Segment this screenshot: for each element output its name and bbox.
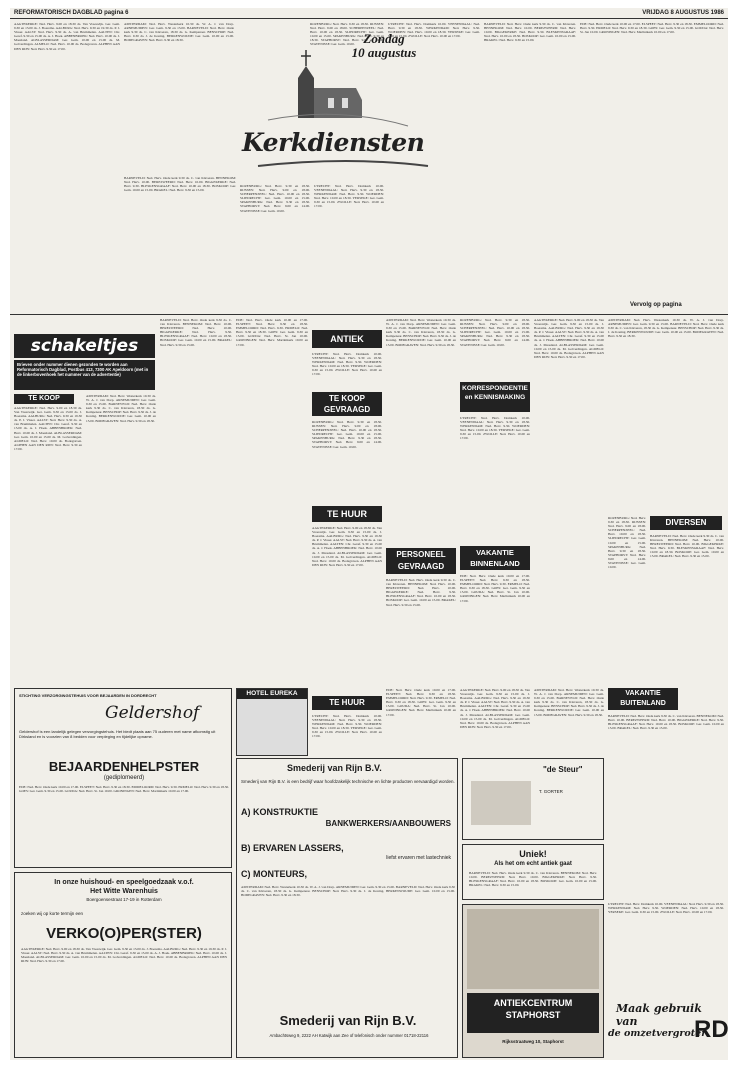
page-header (10, 8, 728, 19)
divider (10, 314, 728, 315)
service-date: Zondag 10 augustus (351, 31, 417, 60)
vakantie-binnenland-text: EDE: Ned. Herv. Oude kerk 10.00 en 17.00. ELSPEET: Ned. Herv. 9.30 en 18.30. EMMELOORD: Ned. Herv. 9.30. ERMELO: Ned. Herv. 9.30 en 18.30. GOES: Ger. Gem. 9.30 en 15.00. GOUDA: Ned. Herv. St. Jan 10.00. GRONINGEN: Ned. Herv. Martinikerk 10.00 en 17.00. (460, 574, 530, 603)
column-right-3: UTRECHT: Ned. Herv. Domkerk 10.00. VEENENDAAL: Ned. Herv. 9.30 en 18.30. WERKENDAM: Ned. Herv. 9.30. WOERDEN: Ned. Herv. 10.00 en 18.30. YERSEKE: Ger. Gem. 9.30 en 15.00. ZWOLLE: Ned. Herv. 10.00 en 17.00. (608, 902, 724, 915)
smederij-address: Ambachtsweg 9, 2222 AH Katwijk aan Zee of telefonisch onder nummer 01718-22116 (269, 1033, 429, 1038)
kerkdiensten-title: Kerkdiensten (242, 128, 425, 157)
uniek-ad (462, 844, 604, 900)
column-mid-4: EDE: Ned. Herv. Oude kerk 10.00 en 17.00. ELSPEET: Ned. Herv. 9.30 en 18.30. EMMELOORD: Ned. Herv. 9.30. ERMELO: Ned. Herv. 9.30 en 18.30. GOES: Ger. Gem. 9.30 en 15.00. GOUDA: Ned. Herv. St. Jan 10.00. GRONINGEN: Ned. Herv. Martinikerk 10.00 en 17.00. (386, 688, 456, 717)
smederij-title: Smederij van Rijn B.V. (287, 763, 382, 773)
column-mid-1: AMSTERDAM: Ned. Herv. Westerkerk 10.30 ds. W. A. J. van Dorp. ARNEMUIDEN: Ger. Gem. 9.30 en 15.00. BARNEVELD: Ned. Herv. Oude kerk 9.30 ds. C. van Klaveren, 18.30 ds. G. Kempenaar. BENSCHOP: Ned. Herv. 9.30 ds. J. de Koning. BERKENWOUDE: Ger. Gem. 10.00 en 15.00. BODEGRAVEN: Ned. Herv. 9.30 en 18.30. (386, 318, 456, 347)
stichting-line: STICHTING VERZORGINGSTEHUIS VOOR BEJAARDEN IN DORDRECHT (19, 693, 157, 698)
smederij-ad (236, 758, 458, 1058)
te-huur-text: AAGTEKERKE: Ned. Herv. 9.00 en 18.30 ds. Van Vreeswijk. Ger. Gem. 9.30 en 15.00 ds. J. Boerema. AALBURG: Ned. Herv. 9.30 en 19.30 ds. P. J. Visser. AALST: Ned. Herv. 9.30 ds. A. van Brummelen. AALTEN: Chr. Geref. 9.30 en 15.00 ds. A. J. Hoek. ABBENBROEK: Ned. Herv. 10.00 ds. J. Maasland. ALBLASSERDAM: Ger. Gem. 10.00 en 15.00 ds. M. Golverdingen. ALMELO: Ned. Herv. 10.00 ds. Bodegraven. ALPHEN AAN DEN RIJN: Ned. Herv. 9.30 en 17.00. (312, 526, 382, 567)
bejaardenhelpster-sub: (gediplomeerd) (103, 775, 145, 781)
antiekcentrum-line2: STAPHORST (505, 1010, 561, 1020)
te-koop-column-4: EDE: Ned. Herv. Oude kerk 10.00 en 17.00. ELSPEET: Ned. Herv. 9.30 en 18.30. EMMELOORD: Ned. Herv. 9.30. ERMELO: Ned. Herv. 9.30 en 18.30. GOES: Ger. Gem. 9.30 en 15.00. GOUDA: Ned. Herv. St. Jan 10.00. GRONINGEN: Ned. Herv. Martinikerk 10.00 en 17.00. (236, 318, 308, 347)
speelgoed-line1: In onze huishoud- en speelgoedzaak v.o.f. (54, 879, 194, 886)
header-left: REFORMATORISCH DAGBLAD pagina 6 (14, 10, 129, 16)
smederij-b-sub: liefst ervaren met lastechniek (386, 855, 451, 861)
uniek-text: BARNEVELD: Ned. Herv. Oude kerk 9.30 ds. C. van Klaveren. BENNEKOM: Ned. Herv. 10.00. BEREZWEERD: Ned. Herv. 10.00. BIGGEKERKE: Ned. Herv. 9.30. BLESKENSGRAAF: Ned. Herv. 10.00 en 18.30. BOSKOOP: Ger. Gem. 10.00 en 15.00. BRAKEL: Ned. Herv. 9.30 en 15.00. (469, 871, 597, 888)
uniek-sub: Als het om echt antiek gaat (494, 861, 572, 867)
te-huur-heading-2: TE HUUR (312, 696, 382, 710)
speelgoed-ad (14, 872, 232, 1058)
column-right-1: AMSTERDAM: Ned. Herv. Westerkerk 10.30 ds. W. A. J. van Dorp. ARNEMUIDEN: Ger. Gem. 9.30 en 15.00. BARNEVELD: Ned. Herv. Oude kerk 9.30 ds. C. van Klaveren, 18.30 ds. G. Kempenaar. BENSCHOP: Ned. Herv. 9.30 ds. J. de Koning. BERKENWOUDE: Ger. Gem. 10.00 en 15.00. BODEGRAVEN: Ned. Herv. 9.30 en 18.30. (608, 318, 724, 339)
newspaper-page (10, 8, 728, 1060)
antiekcentrum-address: Rijksstraatweg 10, Staphorst (502, 1039, 564, 1044)
header-right: VRIJDAG 8 AUGUSTUS 1986 (642, 10, 724, 16)
te-koop-heading: TE KOOP (14, 394, 74, 404)
church-column-7: UTRECHT: Ned. Herv. Domkerk 10.00. VEENENDAAL: Ned. Herv. 9.30 en 18.30. WERKENDAM: Ned. Herv. 9.30. WOERDEN: Ned. Herv. 10.00 en 18.30. YERSEKE: Ger. Gem. 9.30 en 15.00. ZWOLLE: Ned. Herv. 10.00 en 17.00. (388, 22, 480, 39)
rd-promo-line1: Maak gebruik van (616, 1002, 702, 1028)
smederij-a-sub: BANKWERKERS/AANBOUWERS (325, 819, 451, 828)
church-column-9: EDE: Ned. Herv. Oude kerk 10.00 en 17.00. ELSPEET: Ned. Herv. 9.30 en 18.30. EMMELOORD: Ned. Herv. 9.30. ERMELO: Ned. Herv. 9.30 en 18.30. GOES: Ger. Gem. 9.30 en 15.00. GOUDA: Ned. Herv. St. Jan 10.00. GRONINGEN: Ned. Herv. Martinikerk 10.00 en 17.00. (580, 22, 724, 35)
antiekcentrum-line1: ANTIEKCENTRUM (493, 998, 573, 1008)
column-mid-3: AAGTEKERKE: Ned. Herv. 9.00 en 18.30 ds. Van Vreeswijk. Ger. Gem. 9.30 en 15.00 ds. J. Boerema. AALBURG: Ned. Herv. 9.30 en 19.30 ds. P. J. Visser. AALST: Ned. Herv. 9.30 ds. A. van Brummelen. AALTEN: Chr. Geref. 9.30 en 15.00 ds. A. J. Hoek. ABBENBROEK: Ned. Herv. 10.00 ds. J. Maasland. ALBLASSERDAM: Ger. Gem. 10.00 en 15.00 ds. M. Golverdingen. ALMELO: Ned. Herv. 10.00 ds. Bodegraven. ALPHEN AAN DEN RIJN: Ned. Herv. 9.30 en 17.00. (534, 318, 604, 359)
church-column-4: ROZENBURG: Ned. Herv. 9.30 en 18.30. RIJSSEN: Ned. Herv. 9.00 en 18.00. SCHERPENZEEL: Ned. Herv. 10.00 en 18.30. SLIEDRECHT: Ger. Gem. 10.00 en 15.00. SPAKENBURG: Ned. Herv. 9.30 en 18.30. STAPHORST: Ned. Herv. 9.00 en 14.00. STAVENISSE: Ger. Gem. 10.00. (240, 184, 310, 213)
church-column-5: UTRECHT: Ned. Herv. Domkerk 10.00. VEENENDAAL: Ned. Herv. 9.30 en 18.30. WERKENDAM: Ned. Herv. 9.30. WOERDEN: Ned. Herv. 10.00 en 18.30. YERSEKE: Ger. Gem. 9.30 en 15.00. ZWOLLE: Ned. Herv. 10.00 en 17.00. (314, 184, 384, 209)
vakantie-buitenland-heading: VAKANTIE BUITENLAND (608, 688, 678, 710)
te-koop-gevraagd-text: ROZENBURG: Ned. Herv. 9.30 en 18.30. RIJSSEN: Ned. Herv. 9.00 en 18.00. SCHERPENZEEL: Ned. Herv. 10.00 en 18.30. SLIEDRECHT: Ger. Gem. 10.00 en 15.00. SPAKENBURG: Ned. Herv. 9.30 en 18.30. STAPHORST: Ned. Herv. 9.00 en 14.00. STAVENISSE: Ger. Gem. 10.00. (312, 420, 382, 449)
speelgoed-line2: Het Witte Warenhuis (90, 888, 158, 895)
steur-photo (471, 781, 531, 825)
speelgoed-line3: Boergoensestraat 17-19 in Rotterdam (86, 897, 162, 902)
antiekcentrum-name (467, 993, 599, 1033)
rd-promo-logo: RD (694, 1016, 729, 1043)
column-mid-5: AAGTEKERKE: Ned. Herv. 9.00 en 18.30 ds. Van Vreeswijk. Ger. Gem. 9.30 en 15.00 ds. J. Boerema. AALBURG: Ned. Herv. 9.30 en 19.30 ds. P. J. Visser. AALST: Ned. Herv. 9.30 ds. A. van Brummelen. AALTEN: Chr. Geref. 9.30 en 15.00 ds. A. J. Hoek. ABBENBROEK: Ned. Herv. 10.00 ds. J. Maasland. ALBLASSERDAM: Ger. Gem. 10.00 en 15.00 ds. M. Golverdingen. ALMELO: Ned. Herv. 10.00 ds. Bodegraven. ALPHEN AAN DEN RIJN: Ned. Herv. 9.30 en 17.00. (460, 688, 530, 729)
column-mid-2: ROZENBURG: Ned. Herv. 9.30 en 18.30. RIJSSEN: Ned. Herv. 9.00 en 18.00. SCHERPENZEEL: Ned. Herv. 10.00 en 18.30. SLIEDRECHT: Ger. Gem. 10.00 en 15.00. SPAKENBURG: Ned. Herv. 9.30 en 18.30. STAPHORST: Ned. Herv. 9.00 en 14.00. STAVENISSE: Ger. Gem. 10.00. (460, 318, 530, 347)
de-steur-ad (462, 758, 604, 840)
personeel-text: BARNEVELD: Ned. Herv. Oude kerk 9.30 ds. C. van Klaveren. BENNEKOM: Ned. Herv. 10.00. BEREZWEERD: Ned. Herv. 10.00. BIGGEKERKE: Ned. Herv. 9.30. BLESKENSGRAAF: Ned. Herv. 10.00 en 18.30. BOSKOOP: Ger. Gem. 10.00 en 15.00. BRAKEL: Ned. Herv. 9.30 en 15.00. (386, 578, 456, 607)
schakeltjes-title: schakeltjes (14, 334, 155, 358)
steur-person: T. GORTER (539, 789, 563, 794)
antiekcentrum-photo (467, 909, 599, 989)
speelgoed-big: VERKO(O)PER(STER) (46, 925, 202, 942)
smederij-b-label: B) ERVAREN LASSERS, (241, 843, 344, 853)
rd-promo-line2: de omzetvergroter (608, 1028, 707, 1039)
church-column-3: BARNEVELD: Ned. Herv. Oude kerk 9.30 ds. C. van Klaveren. BENNEKOM: Ned. Herv. 10.00. BEREZWEERD: Ned. Herv. 10.00. BIGGEKERKE: Ned. Herv. 9.30. BLESKENSGRAAF: Ned. Herv. 10.00 en 18.30. BOSKOOP: Ger. Gem. 10.00 en 15.00. BRAKEL: Ned. Herv. 9.30 en 15.00. (124, 176, 236, 193)
smederij-intro: Smederij van Rijn B.V. is een bedrijf waar hoofdzakelijk technische en lichte producten vervaardigd worden. (241, 779, 455, 784)
column-mid-6: AMSTERDAM: Ned. Herv. Westerkerk 10.30 ds. W. A. J. van Dorp. ARNEMUIDEN: Ger. Gem. 9.30 en 15.00. BARNEVELD: Ned. Herv. Oude kerk 9.30 ds. C. van Klaveren, 18.30 ds. G. Kempenaar. BENSCHOP: Ned. Herv. 9.30 ds. J. de Koning. BERKENWOUDE: Ger. Gem. 10.00 en 15.00. BODEGRAVEN: Ned. Herv. 9.30 en 18.30. (534, 688, 604, 717)
geldershof-body: Geldershof is een landelijk gelegen verzorgingstehuis. Het biedt plaats aan 75 ouderen met name afkomstig uit Dirksland en is voorzien van 8 bedden voor verpleging en tijdelijke opname. (19, 729, 216, 739)
bejaardenhelpster-head: BEJAARDENHELPSTER (48, 759, 200, 774)
smederij-footer: Smederij van Rijn B.V. (279, 1013, 417, 1028)
speelgoed-zoeken: zoeken wij op korte termijn een (21, 911, 84, 916)
church-column-6: ROZENBURG: Ned. Herv. 9.30 en 18.30. RIJSSEN: Ned. Herv. 9.00 en 18.00. SCHERPENZEEL: Ned. Herv. 10.00 en 18.30. SLIEDRECHT: Ger. Gem. 10.00 en 15.00. SPAKENBURG: Ned. Herv. 9.30 en 18.30. STAPHORST: Ned. Herv. 9.00 en 14.00. STAVENISSE: Ger. Gem. 10.00. (310, 22, 384, 47)
rd-promo (608, 998, 729, 1056)
geldershof-ad (14, 688, 232, 868)
te-koop-column-2: AMSTERDAM: Ned. Herv. Westerkerk 10.30 ds. W. A. J. van Dorp. ARNEMUIDEN: Ger. Gem. 9.30 en 15.00. BARNEVELD: Ned. Herv. Oude kerk 9.30 ds. C. van Klaveren, 18.30 ds. G. Kempenaar. BENSCHOP: Ned. Herv. 9.30 ds. J. de Koning. BERKENWOUDE: Ger. Gem. 10.00 en 15.00. BODEGRAVEN: Ned. Herv. 9.30 en 18.30. (86, 394, 156, 423)
te-huur-heading: TE HUUR (312, 506, 382, 522)
smederij-details: AMSTERDAM: Ned. Herv. Westerkerk 10.30 ds. W. A. J. van Dorp. ARNEMUIDEN: Ger. Gem. 9.30 en 15.00. BARNEVELD: Ned. Herv. Oude kerk 9.30 ds. C. van Klaveren, 18.30 ds. G. Kempenaar. BENSCHOP: Ned. Herv. 9.30 ds. J. de Koning. BERKENWOUDE: Ger. Gem. 10.00 en 15.00. BODEGRAVEN: Ned. Herv. 9.30 en 18.30. (241, 885, 455, 898)
geldershof-brand: Geldershof (105, 703, 200, 723)
antiek-text: UTRECHT: Ned. Herv. Domkerk 10.00. VEENENDAAL: Ned. Herv. 9.30 en 18.30. WERKENDAM: Ned. Herv. 9.30. WOERDEN: Ned. Herv. 10.00 en 18.30. YERSEKE: Ger. Gem. 9.30 en 15.00. ZWOLLE: Ned. Herv. 10.00 en 17.00. (312, 352, 382, 377)
steur-name: "de Steur" (543, 765, 583, 774)
hotel-eureka-ad (236, 688, 308, 756)
korrespondentie-text: UTRECHT: Ned. Herv. Domkerk 10.00. VEENENDAAL: Ned. Herv. 9.30 en 18.30. WERKENDAM: Ned. Herv. 9.30. WOERDEN: Ned. Herv. 10.00 en 18.30. YERSEKE: Ger. Gem. 9.30 en 15.00. ZWOLLE: Ned. Herv. 10.00 en 17.00. (460, 416, 530, 441)
uniek-title: Uniek! (519, 849, 547, 859)
hotel-heading: HOTEL EUREKA (237, 689, 307, 699)
te-huur-text-2: UTRECHT: Ned. Herv. Domkerk 10.00. VEENENDAAL: Ned. Herv. 9.30 en 18.30. WERKENDAM: Ned. Herv. 9.30. WOERDEN: Ned. Herv. 10.00 en 18.30. YERSEKE: Ger. Gem. 9.30 en 15.00. ZWOLLE: Ned. Herv. 10.00 en 17.00. (312, 714, 382, 739)
antiekcentrum-ad (462, 904, 604, 1058)
antiek-heading: ANTIEK (312, 330, 382, 348)
smederij-c-label: C) MONTEURS, (241, 869, 307, 879)
speelgoed-details: AAGTEKERKE: Ned. Herv. 9.00 en 18.30 ds. Van Vreeswijk. Ger. Gem. 9.30 en 15.00 ds. J. Boerema. AALBURG: Ned. Herv. 9.30 en 19.30 ds. P. J. Visser. AALST: Ned. Herv. 9.30 ds. A. van Brummelen. AALTEN: Chr. Geref. 9.30 en 15.00 ds. A. J. Hoek. ABBENBROEK: Ned. Herv. 10.00 ds. J. Maasland. ALBLASSERDAM: Ger. Gem. 10.00 en 15.00 ds. M. Golverdingen. ALMELO: Ned. Herv. 10.00 ds. Bodegraven. ALPHEN AAN DEN RIJN: Ned. Herv. 9.30 en 17.00. (21, 947, 227, 964)
diversen-heading: DIVERSEN (650, 516, 722, 530)
vakantie-buitenland-text: BARNEVELD: Ned. Herv. Oude kerk 9.30 ds. C. van Klaveren. BENNEKOM: Ned. Herv. 10.00. BEREZWEERD: Ned. Herv. 10.00. BIGGEKERKE: Ned. Herv. 9.30. BLESKENSGRAAF: Ned. Herv. 10.00 en 18.30. BOSKOOP: Ger. Gem. 10.00 en 15.00. BRAKEL: Ned. Herv. 9.30 en 15.00. (608, 714, 724, 731)
column-right-2: ROZENBURG: Ned. Herv. 9.30 en 18.30. RIJSSEN: Ned. Herv. 9.00 en 18.00. SCHERPENZEEL: Ned. Herv. 10.00 en 18.30. SLIEDRECHT: Ger. Gem. 10.00 en 15.00. SPAKENBURG: Ned. Herv. 9.30 en 18.30. STAPHORST: Ned. Herv. 9.00 en 14.00. STAVENISSE: Ger. Gem. 10.00. (608, 516, 646, 570)
personeel-heading: PERSONEEL GEVRAAGD (386, 548, 456, 574)
smederij-a-label: A) KONSTRUKTIE (241, 807, 318, 817)
te-koop-column-3: BARNEVELD: Ned. Herv. Oude kerk 9.30 ds. C. van Klaveren. BENNEKOM: Ned. Herv. 10.00. BEREZWEERD: Ned. Herv. 10.00. BIGGEKERKE: Ned. Herv. 9.30. BLESKENSGRAAF: Ned. Herv. 10.00 en 18.30. BOSKOOP: Ger. Gem. 10.00 en 15.00. BRAKEL: Ned. Herv. 9.30 en 15.00. (160, 318, 232, 347)
geldershof-details: EDE: Ned. Herv. Oude kerk 10.00 en 17.00. ELSPEET: Ned. Herv. 9.30 en 18.30. EMMELOORD: Ned. Herv. 9.30. ERMELO: Ned. Herv. 9.30 en 18.30. GOES: Ger. Gem. 9.30 en 15.00. GOUDA: Ned. Herv. St. Jan 10.00. GRONINGEN: Ned. Herv. Martinikerk 10.00 en 17.00. (19, 785, 229, 794)
schakeltjes-intro: Brieven onder nummer dienen gezonden te worden aan Reformatorisch Dagblad, Postbus 413, 7300 AK Apeldoorn (met in de linkerbovenhoek het nummer van de advertentie) (14, 360, 155, 390)
church-column-8: BARNEVELD: Ned. Herv. Oude kerk 9.30 ds. C. van Klaveren. BENNEKOM: Ned. Herv. 10.00. BEREZWEERD: Ned. Herv. 10.00. BIGGEKERKE: Ned. Herv. 9.30. BLESKENSGRAAF: Ned. Herv. 10.00 en 18.30. BOSKOOP: Ger. Gem. 10.00 en 15.00. BRAKEL: Ned. Herv. 9.30 en 15.00. (484, 22, 576, 43)
te-koop-gevraagd-heading: TE KOOP GEVRAAGD (312, 392, 382, 416)
vakantie-binnenland-heading: VAKANTIE BINNENLAND (460, 546, 530, 570)
church-column-2: AMSTERDAM: Ned. Herv. Westerkerk 10.30 ds. W. A. J. van Dorp. ARNEMUIDEN: Ger. Gem. 9.30 en 15.00. BARNEVELD: Ned. Herv. Oude kerk 9.30 ds. C. van Klaveren, 18.30 ds. G. Kempenaar. BENSCHOP: Ned. Herv. 9.30 ds. J. de Koning. BERKENWOUDE: Ger. Gem. 10.00 en 15.00. BODEGRAVEN: Ned. Herv. 9.30 en 18.30. (124, 22, 234, 43)
vervolg-note: Vervolg op pagina (630, 302, 682, 308)
te-koop-column-1: AAGTEKERKE: Ned. Herv. 9.00 en 18.30 ds. Van Vreeswijk. Ger. Gem. 9.30 en 15.00 ds. J. Boerema. AALBURG: Ned. Herv. 9.30 en 19.30 ds. P. J. Visser. AALST: Ned. Herv. 9.30 ds. A. van Brummelen. AALTEN: Chr. Geref. 9.30 en 15.00 ds. A. J. Hoek. ABBENBROEK: Ned. Herv. 10.00 ds. J. Maasland. ALBLASSERDAM: Ger. Gem. 10.00 en 15.00 ds. M. Golverdingen. ALMELO: Ned. Herv. 10.00 ds. Bodegraven. ALPHEN AAN DEN RIJN: Ned. Herv. 9.30 en 17.00. (14, 406, 82, 451)
diversen-text: BARNEVELD: Ned. Herv. Oude kerk 9.30 ds. C. van Klaveren. BENNEKOM: Ned. Herv. 10.00. BEREZWEERD: Ned. Herv. 10.00. BIGGEKERKE: Ned. Herv. 9.30. BLESKENSGRAAF: Ned. Herv. 10.00 en 18.30. BOSKOOP: Ger. Gem. 10.00 en 15.00. BRAKEL: Ned. Herv. 9.30 en 15.00. (650, 534, 724, 559)
korrespondentie-heading: KORRESPONDENTIE en KENNISMAKING (460, 382, 530, 412)
church-column-1: AAGTEKERKE: Ned. Herv. 9.00 en 18.30 ds. Van Vreeswijk. Ger. Gem. 9.30 en 15.00 ds. J. Boerema. AALBURG: Ned. Herv. 9.30 en 19.30 ds. P. J. Visser. AALST: Ned. Herv. 9.30 ds. A. van Brummelen. AALTEN: Chr. Geref. 9.30 en 15.00 ds. A. J. Hoek. ABBENBROEK: Ned. Herv. 10.00 ds. J. Maasland. ALBLASSERDAM: Ger. Gem. 10.00 en 15.00 ds. M. Golverdingen. ALMELO: Ned. Herv. 10.00 ds. Bodegraven. ALPHEN AAN DEN RIJN: Ned. Herv. 9.30 en 17.00. (14, 22, 120, 51)
